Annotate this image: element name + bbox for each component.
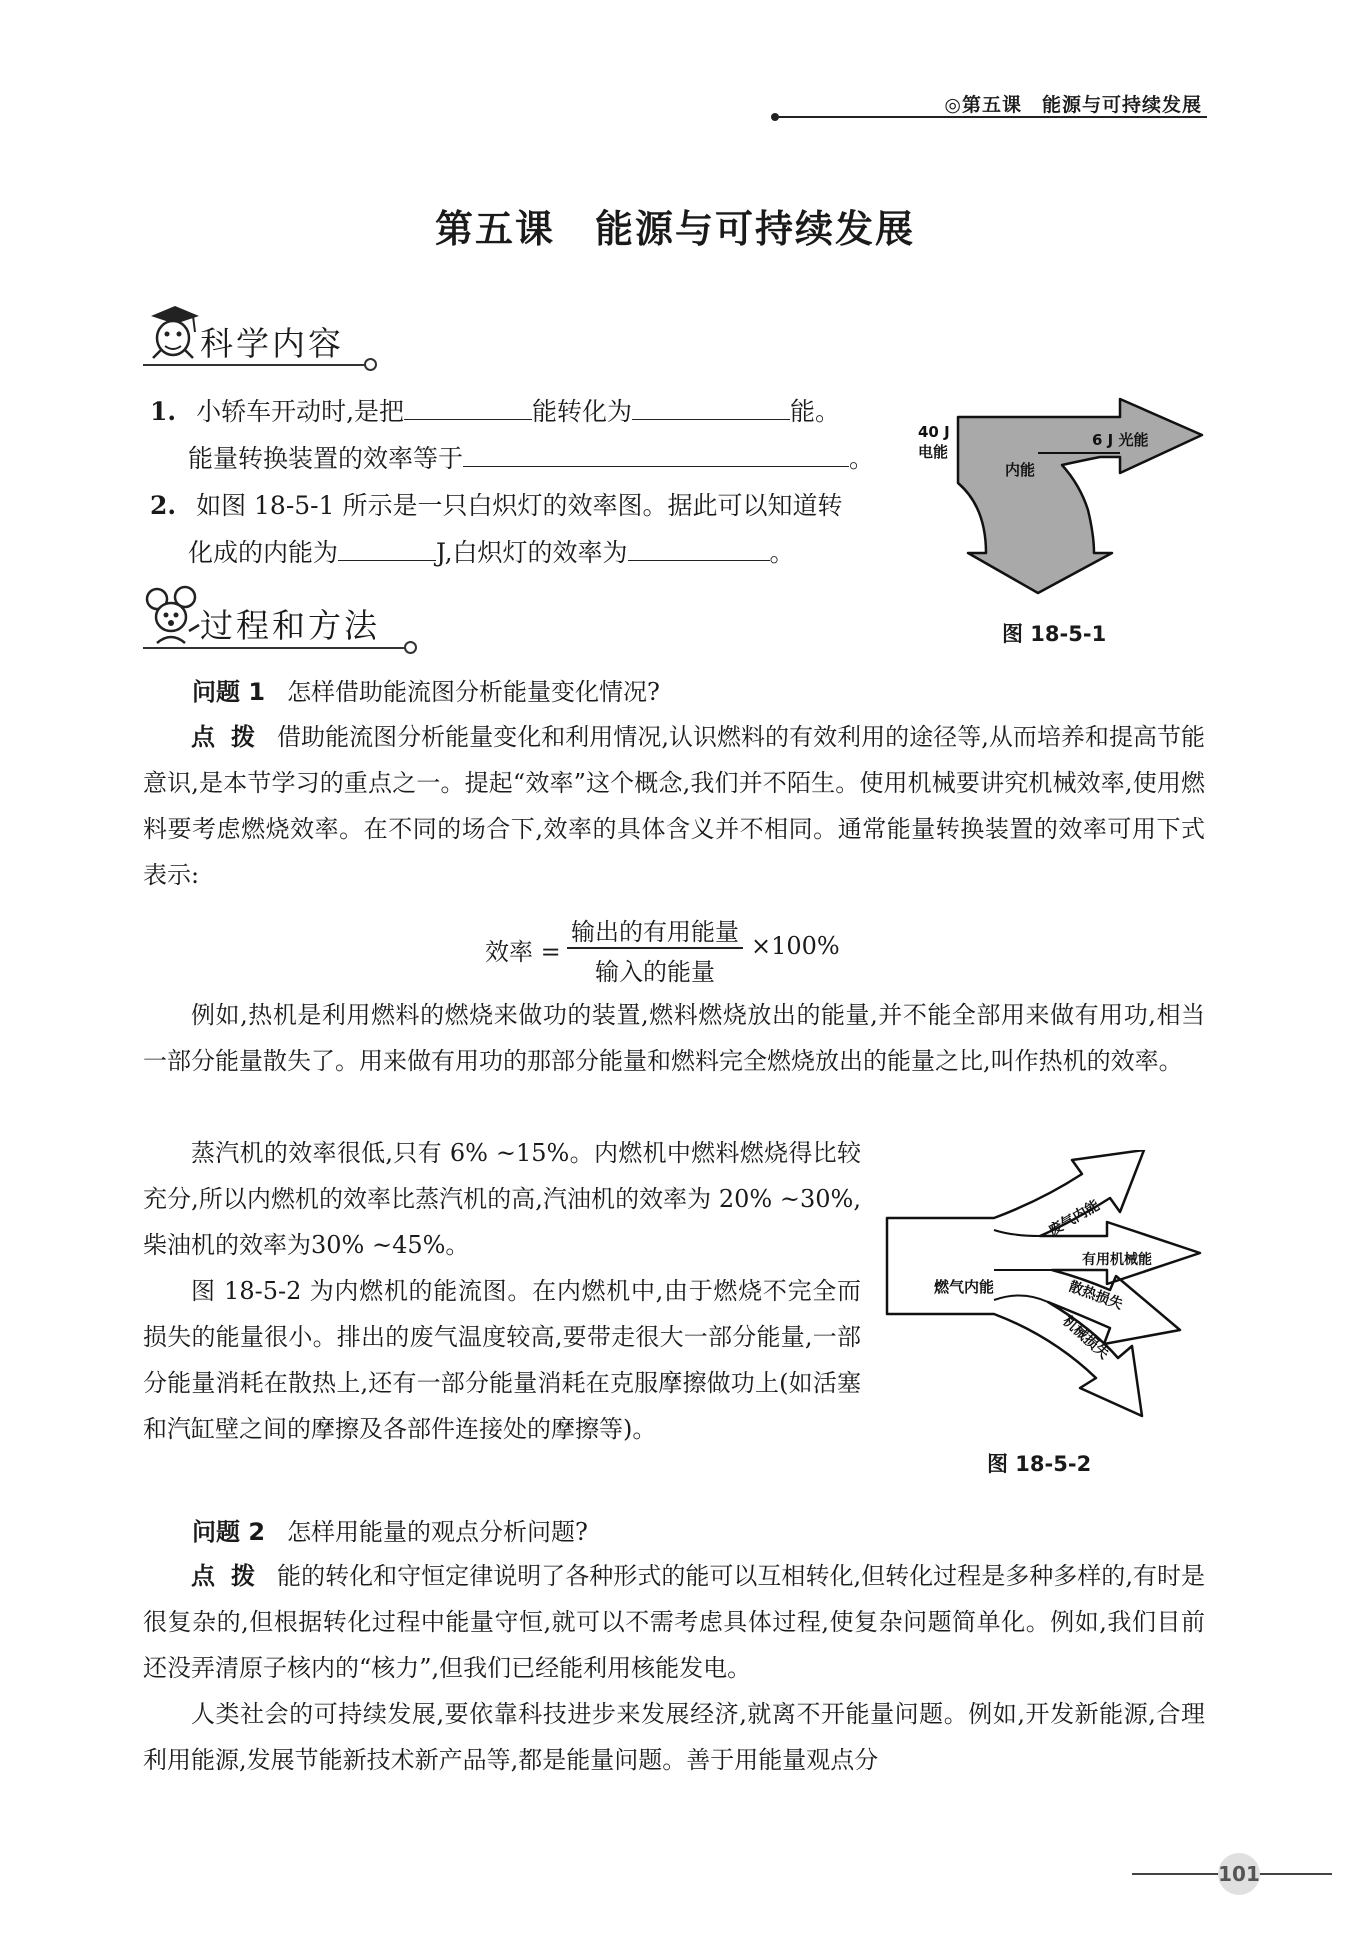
problem-1: 问题 1 怎样借助能流图分析能量变化情况? <box>192 678 660 706</box>
sustainable-development-paragraph: 人类社会的可持续发展,要依靠科技进步来发展经济,就离不开能量问题。例如,开发新能源,合理利用能源,发展节能新技术新产品等,都是能量问题。善于用能量观点分 <box>143 1700 1205 1774</box>
question-1: 1. 小轿车开动时,是把 能转化为 能。 能量转换装置的效率等于 。 <box>150 397 875 473</box>
input-energy-value: 40 J <box>918 423 950 441</box>
internal-combustion-energy-flow-diagram <box>882 1150 1212 1432</box>
answer-blank[interactable] <box>463 442 849 467</box>
exhaust-energy-label: 废气内能 <box>1046 1197 1103 1240</box>
running-header: ◎第五课 能源与可持续发展 <box>944 94 1202 116</box>
mechanical-loss-label: 机械损失 <box>1059 1313 1112 1363</box>
heat-energy-label: 内能 <box>1005 461 1036 479</box>
steam-engine-paragraph: 蒸汽机的效率很低,只有 6% ~15%。内燃机中燃料燃烧得比较充分,所以内燃机的效率比蒸汽机的高,汽油机的效率为 20% ~30%,柴油机的效率为30% ~45%。 <box>143 1139 861 1259</box>
tip-2-paragraph: 点拨 能的转化和守恒定律说明了各种形式的能可以互相转化,但转化过程是多种多样的,有时是很复杂的,但根据转化过程中能量守恒,就可以不需考虑具体过程,使复杂问题简单化。例如,我们目前还没弄清原子核内的“核力”,但我们已经能利用核能发电。 <box>143 1562 1206 1682</box>
section-underline <box>143 647 405 649</box>
header-rule <box>775 116 1207 118</box>
page-number: 101 <box>1218 1853 1260 1895</box>
question-2: 2. 如图 18-5-1 所示是一只白炽灯的效率图。据此可以知道转 化成的内能为 J,白炽灯的效率为 。 <box>150 491 843 567</box>
heat-engine-paragraph: 例如,热机是利用燃料的燃烧来做功的装置,燃料燃烧放出的能量,并不能全部用来做有用功,相当一部分能量散失了。用来做有用功的那部分能量和燃料完全燃烧放出的能量之比,叫作热机的效率。 <box>143 1001 1205 1075</box>
section-underline <box>143 364 365 366</box>
answer-blank[interactable] <box>338 536 436 561</box>
answer-blank[interactable] <box>404 395 532 420</box>
mouse-mascot-icon <box>143 585 201 647</box>
lesson-title: 第五课 能源与可持续发展 <box>434 207 915 251</box>
heat-dissipation-loss-label: 散热损失 <box>1066 1278 1125 1313</box>
engine-energy-flow-paragraph: 图 18-5-2 为内燃机的能流图。在内燃机中,由于燃烧不完全而损失的能量很小。排出的废气温度较高,要带走很大一部分能量,一部分能量消耗在散热上,还有一部分能量消耗在克服摩擦做功上(如活塞和汽缸壁之间的摩擦及各部件连接处的摩擦等)。 <box>143 1277 861 1443</box>
bulb-efficiency-energy-flow-diagram <box>910 395 1210 595</box>
answer-blank[interactable] <box>632 395 790 420</box>
useful-mechanical-energy-label: 有用机械能 <box>1082 1252 1152 1268</box>
figure-caption-18-5-1: 图 18-5-1 <box>1002 622 1107 646</box>
graduate-mascot-icon <box>143 302 201 362</box>
answer-blank[interactable] <box>628 536 770 561</box>
fuel-energy-label: 燃气内能 <box>934 1278 995 1296</box>
light-energy-label: 6 J 光能 <box>1092 431 1149 449</box>
tip-1-paragraph: 点拨 借助能流图分析能量变化和利用情况,认识燃料的有效利用的途径等,从而培养和提高节能意识,是本节学习的重点之一。提起“效率”这个概念,我们并不陌生。使用机械要讲究机械效率,使用燃料要考虑燃烧效率。在不同的场合下,效率的具体含义并不相同。通常能量转换装置的效率可用下式表示: <box>143 723 1206 889</box>
section-heading-process-method: 过程和方法 <box>200 606 380 645</box>
section-underline-dot <box>404 641 417 654</box>
problem-2: 问题 2 怎样用能量的观点分析问题? <box>192 1518 588 1546</box>
figure-caption-18-5-2: 图 18-5-2 <box>987 1452 1092 1476</box>
section-heading-science-content: 科学内容 <box>200 324 344 363</box>
input-energy-label: 电能 <box>918 443 949 461</box>
section-underline-dot <box>364 358 377 371</box>
